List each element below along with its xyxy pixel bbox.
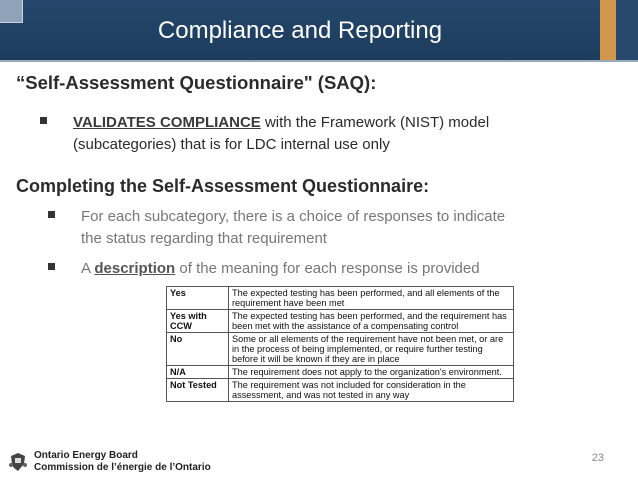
description-bullet-post: of the meaning for each response is provided (175, 260, 480, 277)
saq-bullet-line2: (subcategories) that is for LDC internal use only (73, 136, 390, 153)
header-edge-bar (616, 0, 638, 62)
slide-header (0, 0, 638, 62)
response-key: N/A (167, 366, 229, 379)
subcategory-bullet-line2: the status regarding that requirement (81, 230, 327, 247)
table-row (167, 333, 514, 366)
response-description: The expected testing has been performed, and the requirement has been met with the assistance of a compensating control (229, 310, 514, 333)
response-key: Not Tested (167, 379, 229, 402)
subcategory-bullet (48, 206, 608, 252)
response-key: Yes with CCW (167, 310, 229, 333)
saq-bullet (40, 112, 600, 158)
description-bullet-pre: A (81, 260, 95, 277)
bullet-marker (48, 263, 55, 270)
slide-title: Compliance and Reporting (157, 17, 443, 44)
response-description: Some or all elements of the requirement have not been met, or are in the process of being implemented, or require further testing before it will be known if they are in place (229, 333, 514, 366)
table-row (167, 287, 514, 310)
header-accent-bar (600, 0, 616, 62)
response-key: No (167, 333, 229, 366)
footer-line-english: Ontario Energy Board (34, 450, 138, 461)
response-description: The expected testing has been performed, and all elements of the requirement have been met (229, 287, 514, 310)
description-bullet (48, 258, 608, 282)
subcategory-bullet-text (81, 206, 505, 250)
subcategory-bullet-line1: For each subcategory, there is a choice of responses to indicate (81, 208, 506, 225)
header-divider (0, 60, 638, 62)
table-row (167, 366, 514, 379)
table-row (167, 379, 514, 402)
saq-bullet-text (73, 112, 489, 156)
bullet-marker (40, 117, 47, 124)
completing-heading: Completing the Self-Assessment Questionnaire: (16, 176, 430, 196)
table-row (167, 310, 514, 333)
saq-heading: “Self-Assessment Questionnaire" (SAQ): (16, 72, 377, 93)
response-description: The requirement does not apply to the organization's environment. (229, 366, 514, 379)
ontario-coat-of-arms-icon (8, 452, 28, 472)
footer-line-french: Commission de l’énergie de l’Ontario (34, 462, 211, 473)
saq-bullet-rest: with the Framework (NIST) model (260, 114, 490, 131)
response-table (166, 286, 514, 402)
response-description: The requirement was not included for consideration in the assessment, and was not tested in any way (229, 379, 514, 402)
description-link[interactable]: description (94, 260, 176, 277)
validates-compliance-label: VALIDATES COMPLIANCE (73, 114, 261, 131)
response-key: Yes (167, 287, 229, 310)
bullet-marker (48, 211, 55, 218)
description-bullet-text (81, 258, 480, 280)
page-number: 23 (591, 452, 604, 464)
footer-org-name (34, 450, 211, 474)
